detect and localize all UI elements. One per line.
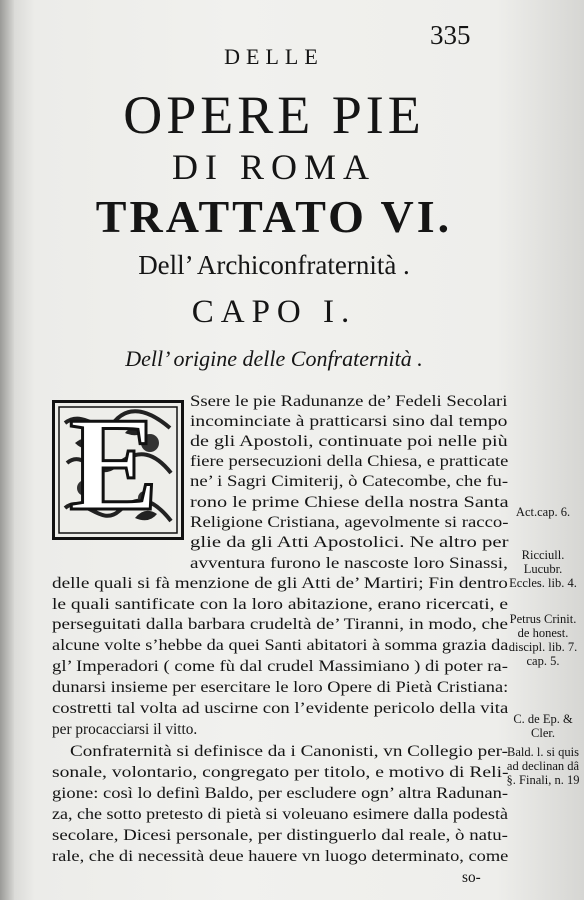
body-line: glie da gli Atti Apostolici. Ne altro per [190,534,509,551]
chapter-title: Dell’ origine delle Confraternità . [125,346,423,371]
marginal-note: Ricciull. Lucubr. Eccles. lib. 4. [509,548,577,590]
body-line: perseguitati dalla barbara crudeltà de’ Tiranni, in modo, che [52,616,509,633]
marginal-note: Act.cap. 6. [515,505,571,519]
body-line: gione: così lo definì Baldo, per escludere ogn’ altra Radunan- [52,785,509,802]
page-number: 335 [430,20,471,50]
body-line: costretti tal volta ad uscirne con l’evidente pericolo della vita [52,700,509,717]
title-trattato: TRATTATO VI. [95,191,453,242]
body-line: alcune volte s’hebbe da quei Santi abitatori à somma grazia da [52,637,509,654]
body-line: za, che sotto pretesto di pietà si voleuano esimere dalla podestà [52,806,508,823]
title-di-roma: DI ROMA [171,147,376,187]
title-opere-pie: OPERE PIE [123,85,425,145]
body-line: per procacciarsi il vitto. [52,721,198,738]
body-line: rono le prime Chiese della nostra Santa [190,494,509,511]
marginal-note: Bald. l. si quis ad declinan dâ §. Finali, n. 19 [506,745,580,787]
body-line: incominciate à pratticarsi sino dal tempo [190,413,508,430]
body-line: de gli Apostoli, continuate poi nelle più [190,433,508,450]
body-line: fiere persecuzioni della Chiesa, e pratticate [190,453,509,470]
drop-cap-letter: E [69,390,159,538]
subtitle-archiconfraternita: Dell’ Archiconfraternità . [138,250,410,280]
body-line: Religione Cristiana, agevolmente si racco- [190,514,509,531]
body-line: le quali santificate con la loro abitazione, erano ricercati, e [52,596,509,613]
body-line: secolare, Dicesi personale, per distinguerlo dal reale, ò natu- [52,827,508,844]
chapter-heading: CAPO I. [191,294,357,330]
body-line: delle quali si fà menzione de gli Atti de’ Martiri; Fin dentro [52,575,508,592]
body-line: rale, che di necessità deue hauere vn luogo determinato, come [52,848,509,865]
body-line: so- [462,869,481,886]
body-line: Ssere le pie Radunanze de’ Fedeli Secolari [190,393,508,410]
decorated-initial [52,390,184,540]
marginal-note: Petrus Crinit. de honest. discipl. lib. 7. cap. 5. [508,612,578,668]
body-line: sonale, volontario, congregato per titolo, e motivo di Reli- [52,764,509,781]
body-line: ne’ i Sagri Cimiterij, ò Catecombe, che fu- [190,473,509,490]
body-line: gl’ Imperadori ( come fù dal crudel Massimiano ) di poter ra- [52,658,508,675]
body-line: dunarsi insieme per esercitare le loro Opere di Pietà Cristiana: [52,679,509,696]
title-delle: DELLE [224,44,324,69]
body-line: Confraternità si definisce da i Canonisti, vn Collegio per- [70,743,509,760]
marginal-note: C. de Ep. & Cler. [513,712,573,740]
body-line: avventura furono le nascoste loro Sinassi, [190,555,508,572]
